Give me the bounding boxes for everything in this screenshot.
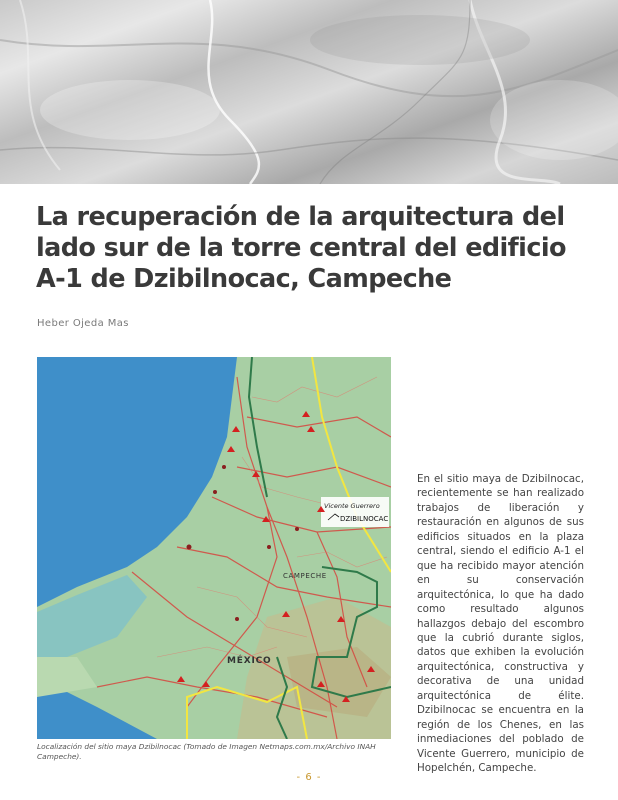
map-label-campeche: CAMPECHE <box>283 572 327 580</box>
map-label-vicente-guerrero: Vicente Guerrero <box>324 502 380 510</box>
page-number: - 6 - <box>296 772 322 783</box>
title-line-1: La recuperación de la arquitectura del <box>36 202 565 232</box>
map-drawing <box>37 357 391 739</box>
article-author: Heber Ojeda Mas <box>37 318 129 329</box>
map-label-dzibilnocac: DZIBILNOCAC <box>340 515 389 523</box>
title-line-3: A-1 de Dzibilnocac, Campeche <box>36 264 452 294</box>
article-title <box>36 202 584 295</box>
location-map <box>37 357 391 739</box>
marble-texture <box>0 0 618 184</box>
title-line-2: lado sur de la torre central del edificio <box>36 233 566 263</box>
map-label-mexico: MÉXICO <box>227 656 272 666</box>
map-caption: Localización del sitio maya Dzibilnocac (Tomado de Imagen Netmaps.com.mx/Archivo INAH Campeche). <box>37 742 376 761</box>
header-marble-banner <box>0 0 618 184</box>
article-body: En el sitio maya de Dzibilnocac, recientemente se han realizado trabajos de liberación y restauración en algunos de sus edificios situados en la plaza central, siendo el edificio A-1 el que ha recibido mayor atención en su conservación arquitectónica, lo que ha dado como resultado algunos hallazgos debajo del escombro que la cubrió durante siglos, datos que exhiben la evolución arquitectónica, constructiva y decorativa de una unidad arquitectónica de élite. Dzibilnocac se encuentra en la región de los Chenes, en las inmediaciones del poblado de Vicente Guerrero, municipio de Hopelchén, Campeche. <box>417 473 584 775</box>
